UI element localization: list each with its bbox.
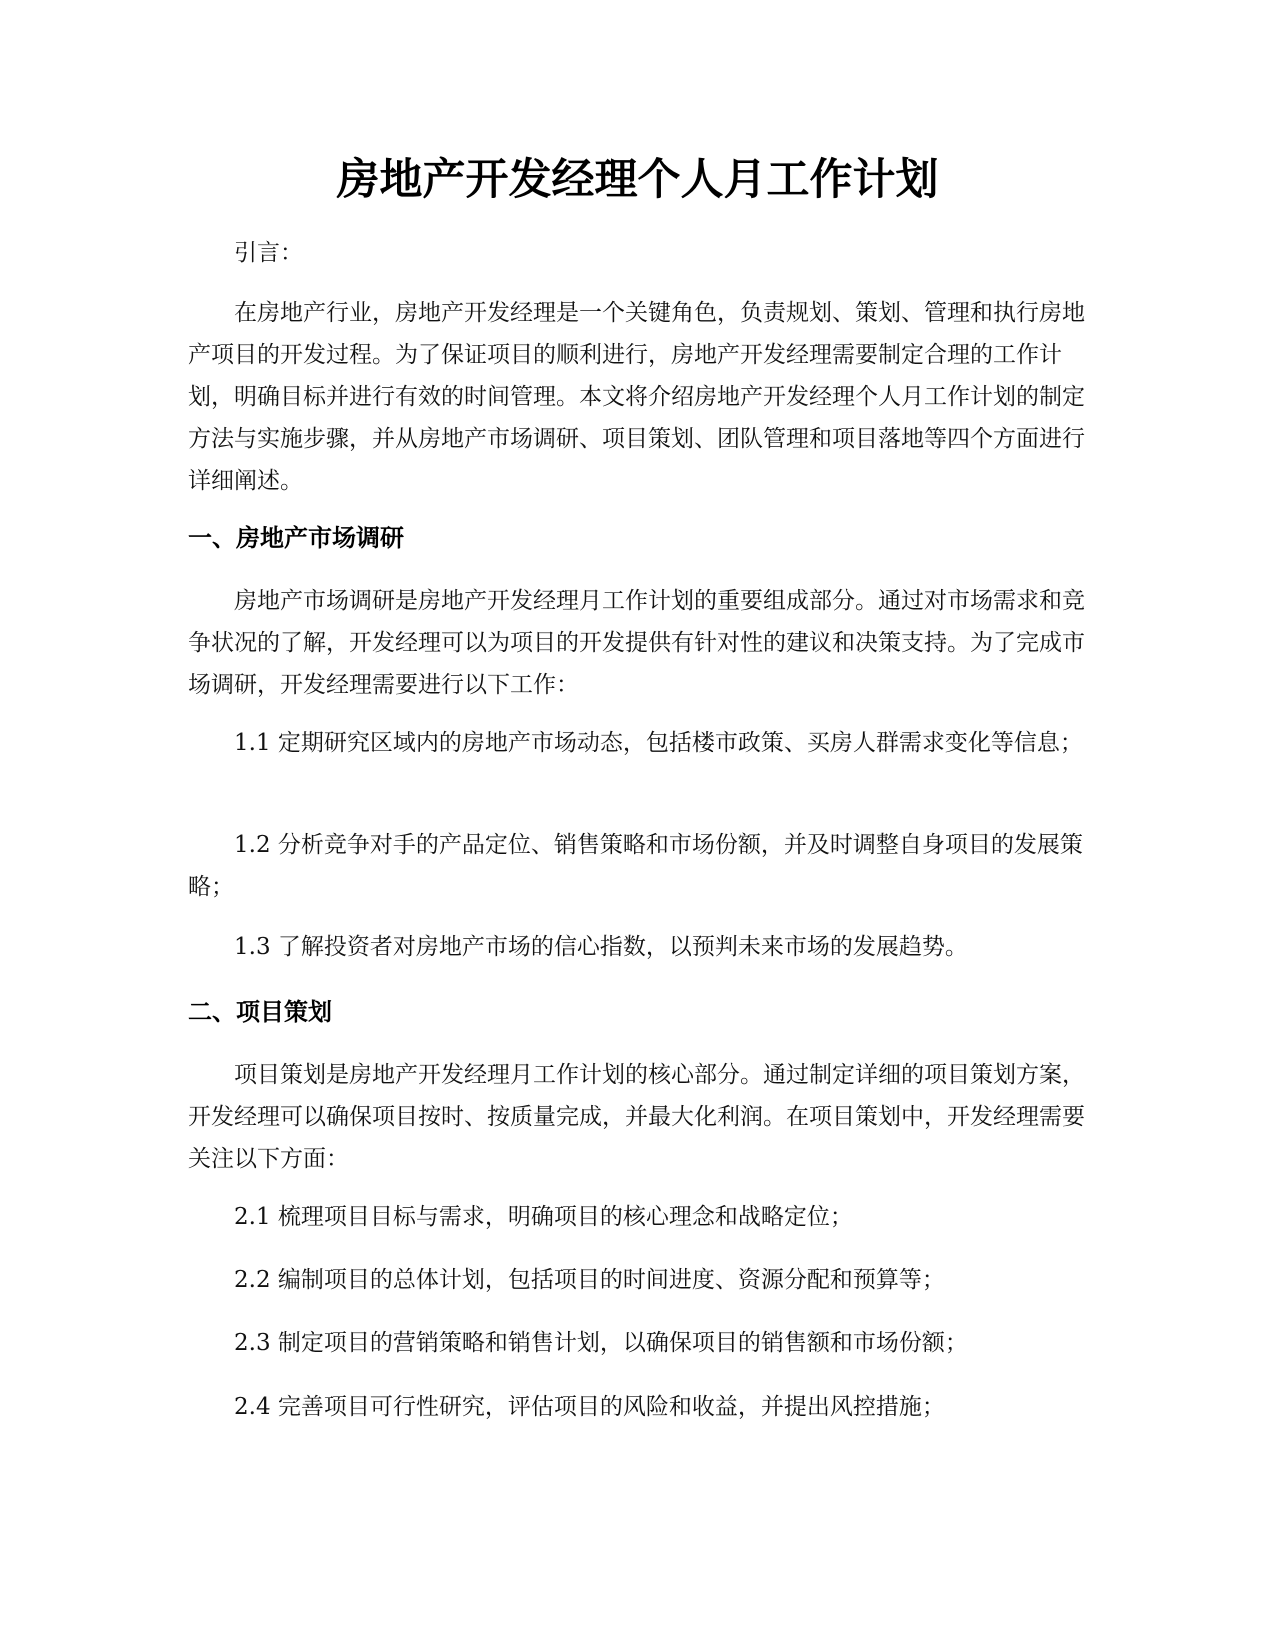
section-heading-project-planning: 二、项目策划 <box>188 998 332 1026</box>
list-item-2-1: 2.1 梳理项目目标与需求，明确项目的核心理念和战略定位； <box>234 1204 853 1230</box>
list-item-1-3: 1.3 了解投资者对房地产市场的信心指数，以预判未来市场的发展趋势。 <box>234 934 968 960</box>
section-heading-market-research: 一、房地产市场调研 <box>188 524 404 552</box>
section2-paragraph: 项目策划是房地产开发经理月工作计划的核心部分。通过制定详细的项目策划方案，开发经理可以确保项目按时、按质量完成，并最大化利润。在项目策划中，开发经理需要关注以下方面： <box>188 1062 1085 1172</box>
intro-label: 引言： <box>234 240 303 266</box>
list-item-1-1: 1.1 定期研究区域内的房地产市场动态，包括楼市政策、买房人群需求变化等信息； <box>234 730 1083 756</box>
list-item-2-2: 2.2 编制项目的总体计划，包括项目的时间进度、资源分配和预算等； <box>234 1267 945 1293</box>
list-item-2-3: 2.3 制定项目的营销策略和销售计划，以确保项目的销售额和市场份额； <box>234 1330 968 1356</box>
list-item-2-4: 2.4 完善项目可行性研究，评估项目的风险和收益，并提出风控措施； <box>234 1394 945 1420</box>
list-item-1-2: 1.2 分析竞争对手的产品定位、销售策略和市场份额，并及时调整自身项目的发展策略； <box>188 832 1083 900</box>
section1-paragraph: 房地产市场调研是房地产开发经理月工作计划的重要组成部分。通过对市场需求和竞争状况的了解，开发经理可以为项目的开发提供有针对性的建议和决策支持。为了完成市场调研，开发经理需要进行以下工作： <box>188 588 1085 698</box>
document-title: 房地产开发经理个人月工作计划 <box>336 155 939 205</box>
intro-paragraph: 在房地产行业，房地产开发经理是一个关键角色，负责规划、策划、管理和执行房地产项目的开发过程。为了保证项目的顺利进行，房地产开发经理需要制定合理的工作计划，明确目标并进行有效的时间管理。本文将介绍房地产开发经理个人月工作计划的制定方法与实施步骤，并从房地产市场调研、项目策划、团队管理和项目落地等四个方面进行详细阐述。 <box>188 300 1085 494</box>
